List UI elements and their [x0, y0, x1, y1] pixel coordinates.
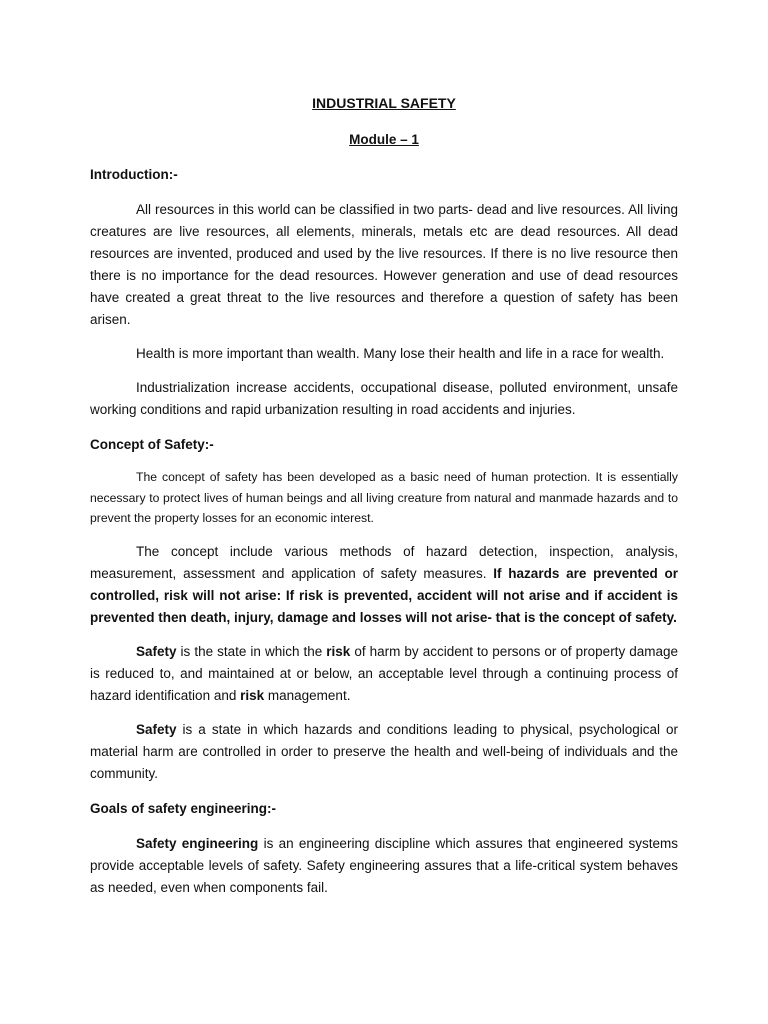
goals-heading: Goals of safety engineering:-	[90, 800, 277, 816]
risk-term: risk	[240, 687, 265, 703]
concept-paragraph-2	[90, 541, 678, 629]
introduction-paragraph-1: All resources in this world can be classified in two parts- dead and live resources. All living creatures are live resources, all elements, minerals, metals etc are dead resources. All dead resources are invented, produced and used by the live resources. If there is no live resource then there is no importance for the dead resources. However generation and use of dead resources have created a great threat to the live resources and therefore a question of safety has been arisen.	[90, 202, 678, 327]
safety-definition-paragraph-2	[90, 719, 678, 785]
goals-paragraph-1	[90, 833, 678, 899]
concept-paragraph-2-bold-text: If hazards are prevented or controlled, risk will not arise: If risk is prevented, accident will not arise and if accident is prevented then death, injury, damage and losses will not arise- that is the concept of safety.	[90, 565, 679, 625]
introduction-paragraph-2: Health is more important than wealth. Many lose their health and life in a race for wealth.	[136, 346, 665, 361]
introduction-heading: Introduction:-	[90, 167, 178, 182]
introduction-paragraph-3: Industrialization increase accidents, occupational disease, polluted environment, unsafe working conditions and rapid urbanization resulting in road accidents and injuries.	[90, 380, 678, 417]
concept-heading: Concept of Safety:-	[90, 437, 214, 452]
safety-definition-text-2: of harm by accident to persons or of property damage is reduced to, and maintained at or below, an acceptable level through a continuing process of hazard identification and	[90, 643, 678, 703]
risk-term: risk	[326, 643, 351, 659]
safety-engineering-term: Safety engineering	[136, 835, 259, 851]
safety-definition-text: is a state in which hazards and conditions leading to physical, psychological or material harm are controlled in order to preserve the health and well-being of individuals and the community.	[90, 721, 678, 781]
safety-term: Safety	[136, 643, 177, 659]
module-label: Module – 1	[349, 132, 419, 147]
concept-paragraph-2-text: The concept include various methods of hazard detection, inspection, analysis, measurement, assessment and application of safety measures.	[90, 543, 678, 581]
safety-definition-paragraph-1	[90, 641, 678, 707]
goals-paragraph-text: is an engineering discipline which assures that engineered systems provide acceptable levels of safety. Safety engineering assures that a life-critical system behaves as needed, even when components fail.	[90, 835, 678, 895]
safety-term: Safety	[136, 721, 177, 737]
safety-definition-text-3: management.	[264, 687, 351, 703]
document-title: INDUSTRIAL SAFETY	[312, 95, 456, 111]
safety-definition-text-1: is the state in which the	[176, 643, 327, 659]
concept-paragraph-1: The concept of safety has been developed as a basic need of human protection. It is essentially necessary to protect lives of human beings and all living creature from natural and manmade hazards and to prevent the property losses for an economic interest.	[90, 470, 678, 525]
